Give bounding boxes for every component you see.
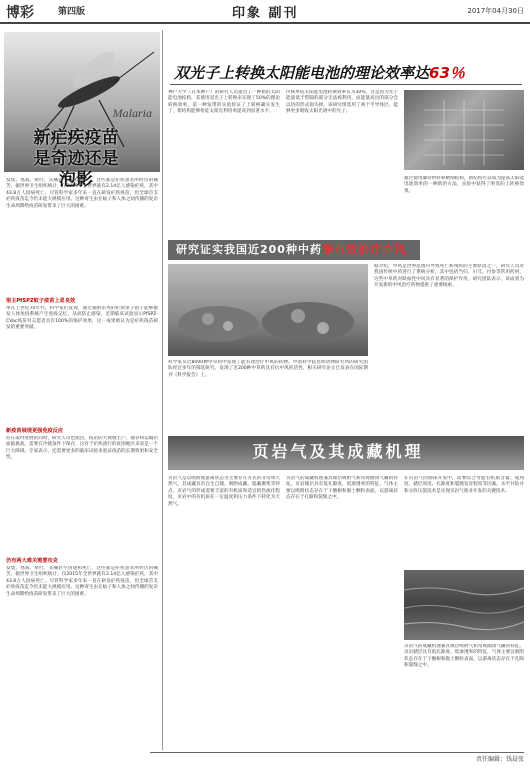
masthead: 博彩 xyxy=(6,5,34,21)
footer-divider xyxy=(150,752,524,753)
solar-title-prefix: 双光子上转换太阳能电池的理论效率达 xyxy=(174,64,430,82)
header-divider xyxy=(0,22,530,24)
page-title: 印象 副刊 xyxy=(232,6,299,21)
tcm-body-right: 据介绍，中风是世界范围内导致死亡和残疾的主要原因之一。研究人员对我国传统中药进行了系统分析，其中包括当归、川芎、丹参等常用药材，这些中草药对缺血性中风具有显著的保护作用。研究团队表示，该成果为开发新的中风治疗药物提供了重要线索。 xyxy=(374,264,524,289)
solar-body-mid: 传统单结太阳能电池转换效率仅为30%，这是因为光子能量低于带隙的部分无法被利用，而能量高出的部分会以热的形式损失掉。该研究组选用了两个半导体层，能够更多吸收太阳光谱中的光子。 xyxy=(286,90,398,115)
tcm-body-left: 科学家从近8000种中草药中发现了能有效治疗中风的药物。中国科学院昆明动物研究所的研究团队经过多年的筛选研究，发现了近200种中草药具有抗中风的活性，相关研究论文已发表在国际期刊《科学报告》上。 xyxy=(168,360,368,378)
malaria-title-line2: 是奇迹还是泡影 xyxy=(33,149,119,190)
shale-body-left: 页岩气是以吸附或游离状态为主要存在方式的非常规天然气，其成藏具有自生自储、吸附成藏、隐蔽聚集等特点。页岩气的形成需要丰富的有机质和适宜的热演化程度，页岩中的有机质在一定温度和压力条件下转化为天然气。 xyxy=(168,476,280,507)
shale-banner: 页岩气及其成藏机理 xyxy=(252,442,424,461)
solar-body-right: 通过使用廉价材料和精细结构，新结构可以成为提高太阳能电池效率的一种新的方法，实验中获得了明显的上转换效果。 xyxy=(404,176,524,194)
solar-title-underline xyxy=(170,84,522,85)
malaria-title-line1: 新疟疾疫苗 xyxy=(33,128,119,148)
tcm-banner-highlight: 能有效治疗中风 xyxy=(321,243,406,256)
rock-layers-icon xyxy=(404,570,524,640)
shale-rock-photo xyxy=(404,570,524,640)
tcm-banner-prefix: 研究证实我国近200种中药 xyxy=(176,243,322,256)
tcm-banner xyxy=(168,240,420,260)
malaria-subhead-2: 新疫苗展现更强免疫反应 xyxy=(6,428,64,434)
malaria-subhead-1: 宿主PfSPZ蚊子疫苗上显良效 xyxy=(6,298,76,304)
solar-article-title xyxy=(174,62,465,83)
solar-body-left: 神户大学（日本神户）的研究人员提出了一种新的太阳能电池结构，其使用双光子上转换来实现了50%的理论转换效率。第一种发带的实验验证了上转换确实发生了，新结构能够将硅太阳光利用率提高到显著水平。 xyxy=(168,90,280,115)
solar-title-highlight: 63％ xyxy=(429,64,465,82)
tcm-photo xyxy=(168,264,368,356)
malaria-body-4: 发烧、寒战、呕吐，头痛甚至昏迷和死亡，这些都是疟疾患者所经历的痛苦。据世界卫生组织统计，仅2015年全世界就有2.14亿人感染疟疾，其中43.8万人因病死亡。尽管科学家多年来一直在研发疟疾疫苗，但全球首支疟疾疫苗迄今仍未能大规模应用。这种寄生虫在蚊子和人体之间传播的复杂生命周期给疫苗研发带来了巨大的困难。 xyxy=(6,566,158,597)
malaria-subhead-3: 仍有两大难关需要攻克 xyxy=(6,558,58,564)
malaria-image-caption: Malaria xyxy=(112,106,152,120)
issue-date: 2017年04月30日 xyxy=(467,7,524,15)
solar-cell-photo xyxy=(404,90,524,170)
herbs-icon xyxy=(168,264,368,356)
edition-label: 第四版 xyxy=(58,7,86,17)
column-divider xyxy=(162,30,163,750)
shale-body-right-bottom: 页岩气的成藏机理兼具煤层吸附气和常规圈闭气藏的特征。页岩储层具有低孔隙度、低渗透率的特征，气体主要以吸附状态存在于干酪根和黏土颗粒表面，以游离状态存在于孔隙和裂缝之中。 xyxy=(404,644,524,669)
solar-cell-icon xyxy=(404,90,524,170)
editor-credit: 责任编辑：钱晨张 xyxy=(475,756,524,763)
malaria-body-2: 单在上世纪70年代，科学家们发现，通过辐射杀死的疟原虫子孢子能够激发人体免疫系统产生免疫记忆，从而防止感染。近期临床试验显示PfSPZ-CVac疫苗对志愿者具有100%的保护效果，这一成果被认为是疟疾疫苗研发的重要突破。 xyxy=(6,306,158,331)
malaria-body-3: 但在取得进展的同时，研究人员也指出，疫苗的大规模生产、储存和运输仍面临挑战，需要在冷链条件下保存，这对于疟疾流行的贫困地区来说是一个巨大障碍。专家表示，还需要更多的临床试验来验证疫苗的长期效果和安全性。 xyxy=(6,436,158,461)
shale-body-mid: 页岩气的成藏机理兼具煤层吸附气和常规圈闭气藏的特征。页岩储层具有低孔隙度、低渗透率的特征，气体主要以吸附状态存在于干酪根和黏土颗粒表面，以游离状态存在于孔隙和裂缝之中。 xyxy=(286,476,398,501)
malaria-body: 发烧、寒战、呕吐，头痛甚至昏迷和死亡，这些都是疟疾患者所经历的痛苦。据世界卫生组织统计，仅2015年全世界就有2.14亿人感染疟疾，其中43.8万人因病死亡。尽管科学家多年来一直在研发疟疾疫苗，但全球首支疟疾疫苗迄今仍未能大规模应用。这种寄生虫在蚊子和人体之间传播的复杂生命周期给疫苗研发带来了巨大的困难。 xyxy=(6,178,158,209)
shale-body-right-top: 在页岩气的勘探开发中，需要综合考虑有机质含量、成熟度、储层厚度、孔隙度和裂缝发育程度等因素。水平井钻井和分段压裂技术是实现页岩气商业开发的关键技术。 xyxy=(404,476,524,494)
